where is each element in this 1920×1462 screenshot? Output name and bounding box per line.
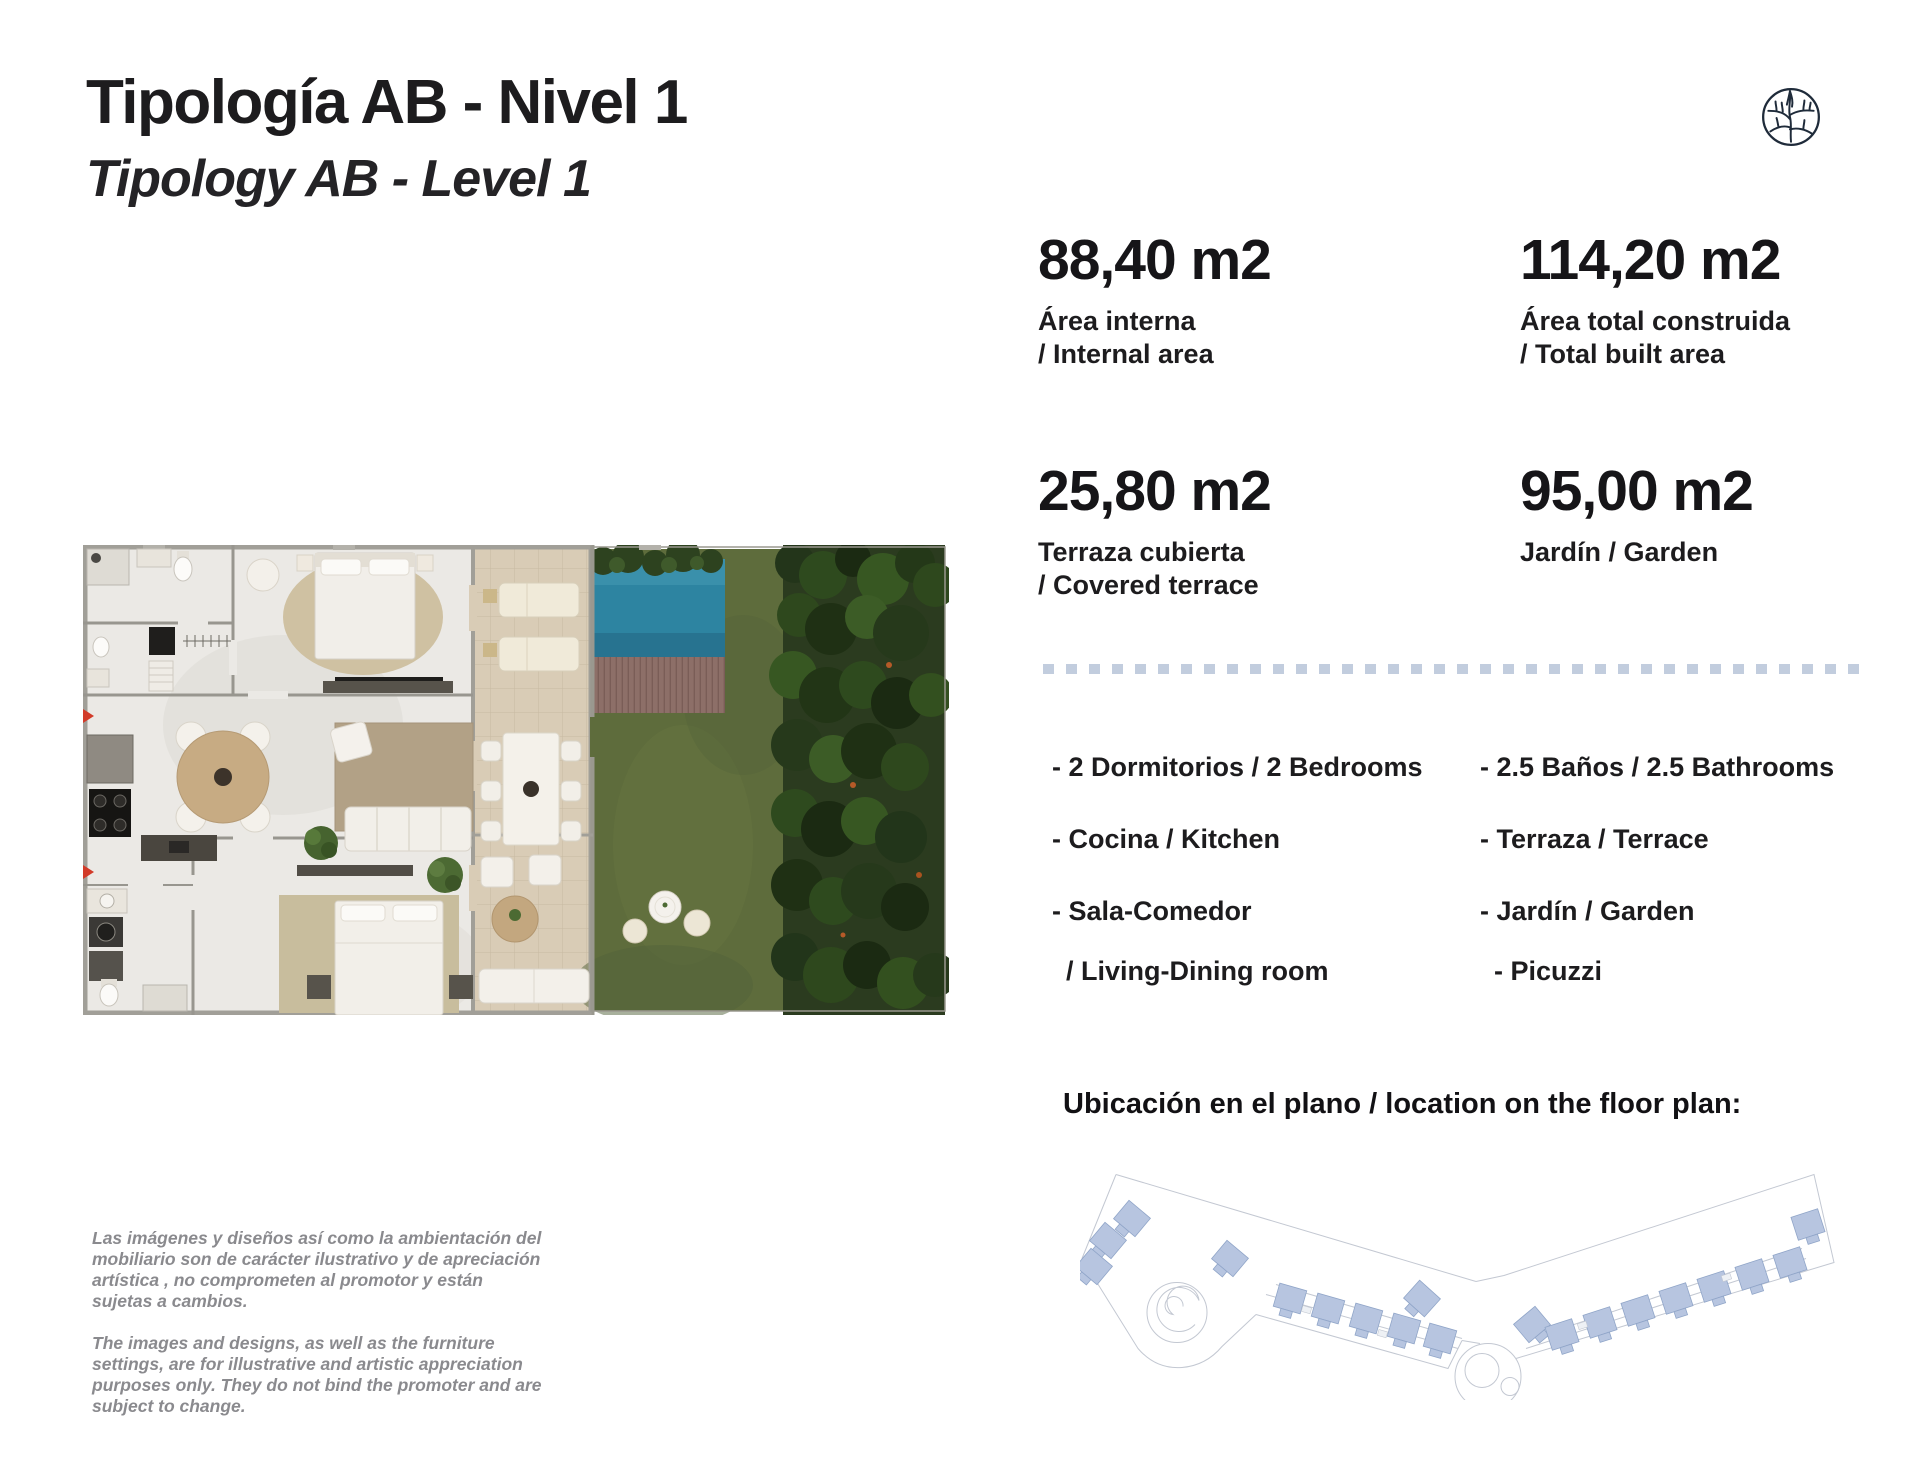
site-plan-map — [1080, 1160, 1880, 1400]
feature-item: - Terraza / Terrace — [1480, 824, 1709, 855]
page-title: Tipología AB - Nivel 1 — [86, 68, 687, 137]
stat-label-line2: / Covered terrace — [1038, 569, 1259, 600]
brand-tree-logo-icon — [1758, 84, 1824, 150]
stat-internal-area — [1038, 228, 1520, 371]
feature-item: - Picuzzi — [1494, 956, 1603, 987]
highlighted-units — [1080, 1200, 1827, 1360]
stat-value: 25,80 m2 — [1038, 458, 1271, 523]
stat-value: 114,20 m2 — [1520, 228, 1781, 292]
feature-item: - Jardín / Garden — [1480, 896, 1695, 927]
stat-label-line1: Jardín / Garden — [1520, 536, 1719, 567]
feature-list-right — [1480, 752, 1834, 1028]
stat-value: 88,40 m2 — [1038, 228, 1271, 292]
stat-label-line1: Terraza cubierta — [1038, 536, 1245, 567]
feature-item: - 2.5 Baños / 2.5 Bathrooms — [1480, 752, 1835, 782]
disclaimer-es: Las imágenes y diseños así como la ambientación del mobiliario son de carácter ilustrativo y de apreciación artística , no comprometen al promotor y están sujetas a cambios. — [92, 1228, 542, 1311]
stat-label — [1038, 305, 1520, 371]
feature-list-left — [1052, 752, 1480, 1028]
location-heading: Ubicación en el plano / location on the floor plan: — [1063, 1088, 1742, 1120]
stat-label — [1520, 536, 1920, 569]
stat-label-line1: Área interna — [1038, 306, 1196, 336]
stat-label-line2: / Internal area — [1038, 338, 1214, 369]
area-stats — [1038, 228, 1920, 602]
feature-item: / Living-Dining room — [1066, 956, 1329, 987]
tropical-plants — [769, 545, 949, 1015]
feature-item: - Sala-Comedor — [1052, 896, 1252, 927]
stat-label-line2: / Total built area — [1520, 338, 1726, 369]
stat-garden — [1520, 458, 1920, 602]
stat-label — [1038, 536, 1520, 602]
dashed-divider — [1043, 664, 1861, 674]
stat-covered-terrace — [1038, 458, 1520, 602]
feature-lists — [1052, 752, 1834, 1028]
pool-deck — [593, 657, 725, 713]
disclaimer-en: The images and designs, as well as the furniture settings, are for illustrative and artistic appreciation purposes only. They do not bind the promoter and are subject to change. — [92, 1333, 542, 1416]
disclaimer — [92, 1228, 544, 1438]
feature-item: - Cocina / Kitchen — [1052, 824, 1281, 855]
title-block — [86, 70, 687, 209]
stat-label-line1: Área total construida — [1520, 306, 1791, 336]
floor-plan-image — [83, 545, 949, 1015]
stat-value: 95,00 m2 — [1520, 458, 1753, 523]
page-subtitle: Tipology AB - Level 1 — [86, 150, 591, 209]
feature-item: - 2 Dormitorios / 2 Bedrooms — [1052, 752, 1423, 782]
stat-total-built-area — [1520, 228, 1920, 371]
stat-label — [1520, 305, 1920, 371]
